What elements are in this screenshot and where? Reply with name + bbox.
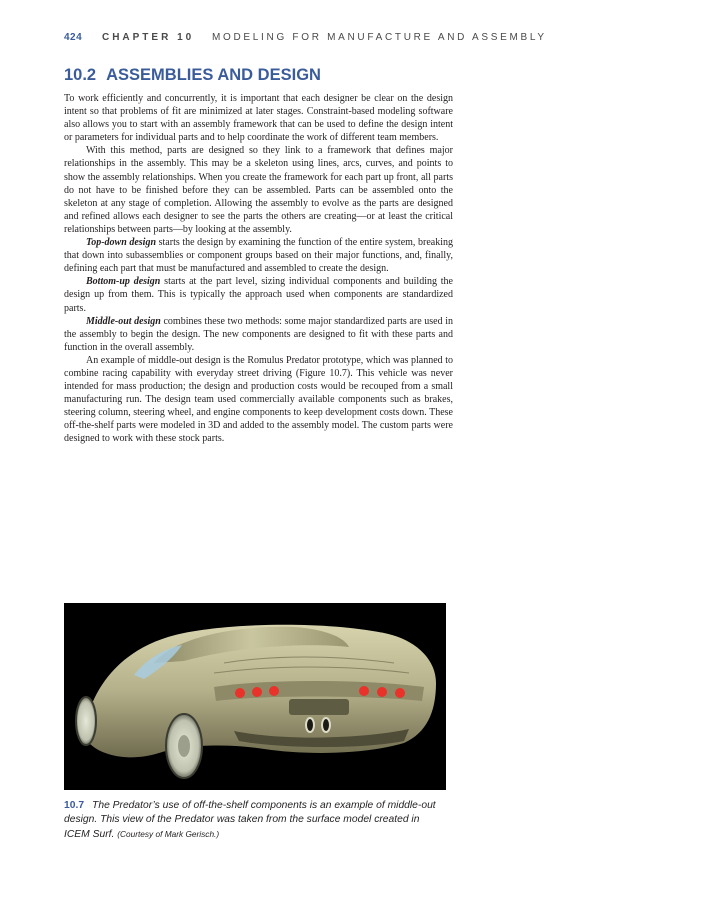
section-heading <box>64 66 321 85</box>
figure-predator-render <box>64 603 446 790</box>
paragraph: An example of middle-out design is the Romulus Predator prototype, which was planned to combine racing capability with everyday street driving (Figure 10.7). This vehicle was never intended for mass production; the design and production costs would be recouped from a small manufacturing run. The design team used commercially available components such as brakes, steering column, steering wheel, and engine components to keep development costs down. These off-the-shelf parts were modeled in 3D and added to the assembly model. The custom parts were designed to work with these stock parts. <box>64 354 453 445</box>
figure-caption <box>64 799 444 842</box>
tail-light <box>235 688 245 698</box>
paragraph <box>64 275 453 314</box>
paragraph-text: starts the design by examining the function of the entire system, breaking that down into subassemblies or component groups based on their major functions, and, finally, defining each part that must be manufactured and assembled to create the design. <box>64 237 454 275</box>
figure-number: 10.7 <box>64 800 85 811</box>
exhaust-pipe <box>322 718 330 732</box>
term-middle-out: Middle-out design <box>86 315 161 327</box>
paragraph-text: combines these two methods: some major standardized parts are used in the assembly to begin the design. The new components are designed to fit with these parts and function in the overall assembly. <box>64 315 453 353</box>
term-bottom-up: Bottom-up design <box>86 276 161 288</box>
running-head <box>64 32 664 43</box>
front-wheel <box>76 697 96 745</box>
tail-light <box>269 686 279 696</box>
page-number: 424 <box>64 32 83 43</box>
chapter-title: MODELING FOR MANUFACTURE AND ASSEMBLY <box>212 32 547 43</box>
section-title: ASSEMBLIES AND DESIGN <box>106 66 321 84</box>
tail-light <box>252 687 262 697</box>
license-plate-recess <box>289 699 349 715</box>
body-text <box>64 92 453 446</box>
exhaust-pipe <box>306 718 314 732</box>
section-number: 10.2 <box>64 66 97 84</box>
paragraph: With this method, parts are designed so they link to a framework that defines major relationships in the assembly. This may be a skeleton using lines, arcs, curves, and points to show the assembly relationships. When you create the framework for each part up front, all parts do not have to be finished before they can be assembled. Parts can be assembled onto the skeleton at any stage of completion. Allowing the assembly to evolve as the parts are designed and refined allows each designer to see the parts the others are creating—or at least the critical relationships between parts—by looking at the assembly. <box>64 145 453 235</box>
figure-credit: (Courtesy of Mark Gerisch.) <box>117 829 220 839</box>
paragraph <box>64 236 453 275</box>
caption-text: The Predator’s use of off-the-shelf components is an example of middle-out design. This view of the Predator was taken from the surface model created in ICEM Surf. <box>64 800 436 840</box>
tail-light <box>359 686 369 696</box>
tail-light <box>377 687 387 697</box>
wheel-hub <box>178 735 190 757</box>
car-illustration <box>64 603 446 790</box>
paragraph <box>64 315 453 354</box>
chapter-label: CHAPTER 10 <box>101 32 195 43</box>
paragraph: To work efficiently and concurrently, it is important that each designer be clear on the design intent so that problems of fit are minimized at later stages. Constraint-based modeling software also allows you to start with an assembly framework that can be used to define the design intent or parameters for individual parts and to help coordinate the work of different team members. <box>64 93 453 144</box>
paragraph-text: starts at the part level, sizing individual components and building the design up from them. This is typically the approach used when components are standardized parts. <box>64 276 453 314</box>
term-top-down: Top-down design <box>86 237 157 249</box>
tail-light <box>395 688 405 698</box>
